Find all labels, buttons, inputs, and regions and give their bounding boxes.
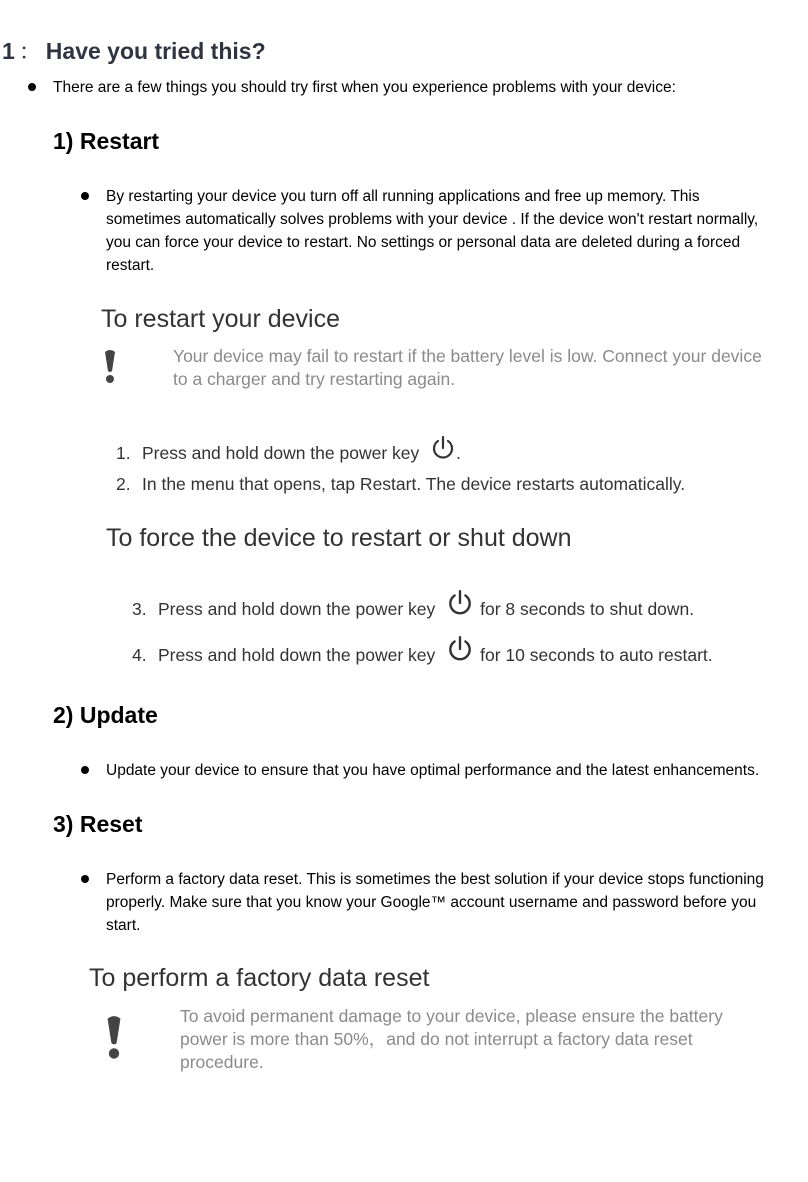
exclamation-icon	[105, 1013, 123, 1063]
reset-heading: 3) Reset	[53, 811, 143, 837]
step-text: Press and hold down the power key	[158, 645, 436, 665]
step-4	[132, 645, 713, 666]
power-icon	[430, 435, 456, 461]
section-number: 1	[2, 38, 15, 64]
step-text-end: .	[456, 443, 461, 463]
step-text: Press and hold down the power key	[158, 599, 436, 619]
update-bullet: Update your device to ensure that you have optimal performance and the latest enhancements.	[106, 762, 760, 779]
intro-text: There are a few things you should try first when you experience problems with your device:	[53, 79, 676, 96]
power-icon	[446, 635, 474, 663]
restart-heading: 1) Restart	[53, 128, 160, 154]
page-title	[2, 33, 266, 66]
step-text-end: for 8 seconds to shut down.	[480, 599, 695, 619]
step-3	[132, 599, 694, 620]
step-number: 1.	[116, 443, 131, 463]
step-text-end: for 10 seconds to auto restart.	[480, 645, 713, 665]
restart-subheading: To restart your device	[101, 305, 340, 333]
bullet-dot	[28, 83, 36, 91]
reset-bullet: Perform a factory data reset. This is sometimes the best solution if your device stops functioning properly. Make sure that you know your Google™ account username and password before you start.	[106, 871, 764, 934]
step-text: Press and hold down the power key	[142, 443, 420, 463]
power-icon	[446, 589, 474, 617]
step-number: 3.	[132, 599, 147, 619]
force-subheading: To force the device to restart or shut down	[106, 524, 572, 552]
restart-bullet: By restarting your device you turn off all running applications and free up memory. This sometimes automatically solves problems with your device . If the device won't restart normally, you can force your device to restart. No settings or personal data are deleted during a forced restart.	[106, 188, 759, 274]
restart-note: Your device may fail to restart if the battery level is low. Connect your device to a charger and try restarting again.	[173, 346, 762, 389]
step-number: 2.	[116, 474, 131, 494]
bullet-dot	[81, 766, 89, 774]
step-number: 4.	[132, 645, 147, 665]
reset-subheading: To perform a factory data reset	[89, 964, 430, 992]
step-2	[116, 474, 685, 495]
step-text: In the menu that opens, tap Restart. The device restarts automatically.	[142, 474, 686, 494]
step-1	[116, 443, 461, 464]
section-colon: ：	[18, 38, 42, 64]
exclamation-icon	[103, 349, 117, 385]
bullet-dot	[81, 875, 89, 883]
bullet-dot	[81, 192, 89, 200]
reset-note: To avoid permanent damage to your device, please ensure the battery power is more than 50%，and do not interrupt a factory data reset procedure.	[180, 1006, 723, 1072]
update-heading: 2) Update	[53, 702, 158, 728]
section-title: Have you tried this?	[45, 38, 266, 64]
